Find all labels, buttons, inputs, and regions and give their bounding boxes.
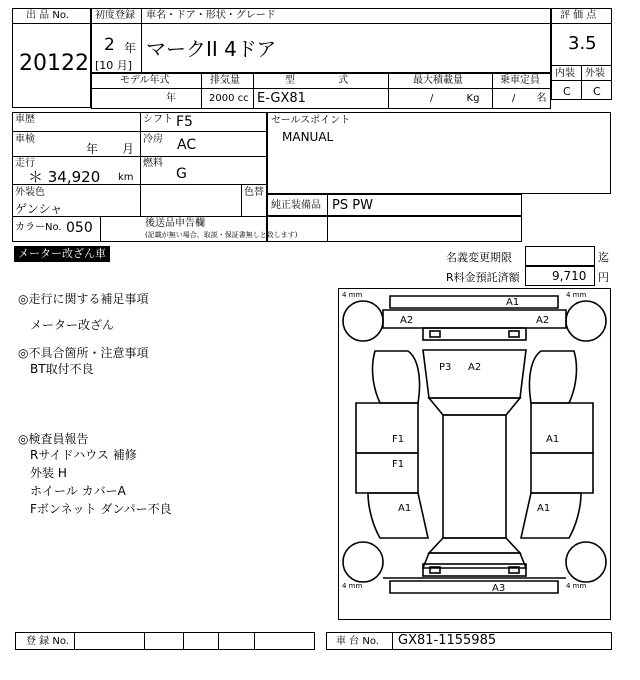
year-unit: 年 xyxy=(124,41,137,55)
inspector-line-1: Rサイドハウス 補修 xyxy=(30,448,137,462)
left-rear-quarter xyxy=(368,493,428,538)
first-reg-label: 初度登録 xyxy=(95,10,135,21)
defects-text: BT取付不良 xyxy=(30,362,94,376)
color-change-label: 色替 xyxy=(244,187,264,198)
inspector-title: ◎検査員報告 xyxy=(18,432,89,446)
aftermarket-label: 後送品申告欄 xyxy=(145,218,205,229)
hood xyxy=(423,350,526,398)
left-front-fender xyxy=(373,351,420,403)
right-rear-door xyxy=(531,453,593,493)
mark-front-bumper: A1 xyxy=(506,297,520,308)
color-no-label: カラーNo. xyxy=(15,222,62,233)
score: 3.5 xyxy=(568,33,597,54)
mark-hood-p3: P3 xyxy=(439,362,452,373)
reg-no-label: 登 録 No. xyxy=(26,636,69,647)
running-text: メーター改ざん xyxy=(30,318,115,332)
interior-label: 内装 xyxy=(555,68,575,79)
rear-bumper xyxy=(390,581,558,593)
mileage-label: 走行 xyxy=(15,158,35,169)
chassis-label: 車 台 No. xyxy=(336,636,379,647)
mileage: ＊ 34,920 xyxy=(28,168,101,186)
ac: AC xyxy=(177,137,197,153)
car-name: マークII 4ドア xyxy=(146,37,277,61)
rear-window xyxy=(429,538,520,553)
fuel-label: 燃料 xyxy=(143,158,163,169)
name-change-field xyxy=(525,246,595,266)
wheel-rear-right xyxy=(566,542,606,582)
mark-left-rear-door: F1 xyxy=(392,459,405,470)
sales-point-label: セールスポイント xyxy=(271,115,351,126)
odometer-tampered-badge: メーター改ざん車 xyxy=(14,246,110,262)
mark-right-front-door: A1 xyxy=(546,434,560,445)
inspection-month-unit: 月 xyxy=(122,142,135,156)
type: E-GX81 xyxy=(257,91,306,106)
roof xyxy=(443,415,506,538)
shift-label: シフト xyxy=(143,114,173,125)
displacement: 2000 cc xyxy=(209,93,249,104)
right-front-fender xyxy=(529,351,576,403)
inspection-label: 車検 xyxy=(15,134,35,145)
wheel-rear-left xyxy=(343,542,383,582)
left-rear-door xyxy=(356,453,418,493)
capacity-label: 乗車定員 xyxy=(500,75,540,86)
windshield xyxy=(429,398,520,415)
mark-hood-a2: A2 xyxy=(468,362,482,373)
trunk xyxy=(423,553,526,568)
max-load-label: 最大積載量 xyxy=(413,75,463,86)
mark-rear-bumper: A3 xyxy=(492,583,506,594)
front-bumper xyxy=(390,296,558,308)
tire-rear-right: 4 mm xyxy=(566,582,587,590)
car-name-label: 車名・ドア・形状・グレード xyxy=(146,10,276,21)
score-label: 評 価 点 xyxy=(560,10,597,21)
displacement-label: 排気量 xyxy=(210,75,240,86)
interior-grade: C xyxy=(563,85,571,98)
recycle-unit: 円 xyxy=(598,271,609,284)
inspector-line-2: 外装 H xyxy=(30,466,67,480)
capacity-unit: / 名 xyxy=(512,93,547,104)
color: ゲンシャ xyxy=(15,202,63,216)
mark-front-right: A2 xyxy=(536,315,550,326)
left-front-door xyxy=(356,403,418,453)
recycle-value: 9,710 xyxy=(552,269,587,283)
color-no: 050 xyxy=(66,220,93,236)
lot-no-label: 出 品 No. xyxy=(26,10,69,21)
chassis-no: GX81-1155985 xyxy=(398,633,497,648)
wheel-front-left xyxy=(343,301,383,341)
car-diagram xyxy=(338,288,611,620)
aftermarket-box xyxy=(267,216,522,242)
inspector-line-3: ホイール カバーA xyxy=(30,484,126,498)
right-front-door xyxy=(531,403,593,453)
exterior-grade: C xyxy=(593,85,601,98)
shift: F5 xyxy=(176,114,193,130)
max-load-unit: / Kg xyxy=(430,93,480,104)
equipment: PS PW xyxy=(332,198,373,213)
tire-front-right: 4 mm xyxy=(566,291,587,299)
exterior-label: 外装 xyxy=(585,68,605,79)
mileage-unit: km xyxy=(118,172,134,183)
equipment-label: 純正装備品 xyxy=(271,200,321,211)
tire-rear-left: 4 mm xyxy=(342,582,363,590)
mark-left-rear: A1 xyxy=(398,503,412,514)
inspector-line-4: Fボンネット ダンパー不良 xyxy=(30,502,172,516)
model-year-unit: 年 xyxy=(166,93,176,104)
running-title: ◎走行に関する補足事項 xyxy=(18,292,149,306)
color-label: 外装色 xyxy=(15,187,45,198)
wheel-front-right xyxy=(566,301,606,341)
history-label: 車歴 xyxy=(15,114,35,125)
mark-front-left: A2 xyxy=(400,315,414,326)
defects-title: ◎不具合箇所・注意事項 xyxy=(18,346,149,360)
recycle-label: R料金預託済額 xyxy=(446,271,520,284)
first-reg-year: 2 xyxy=(104,35,115,55)
type-label: 型 式 xyxy=(285,75,349,86)
mark-left-front-door: F1 xyxy=(392,434,405,445)
first-reg-month: [10 月] xyxy=(95,59,133,72)
lot-no: 20122 xyxy=(19,51,89,76)
model-year-label: モデル年式 xyxy=(120,75,170,86)
aftermarket-note: (記載が無い場合、取説・保証書無しと致します) xyxy=(145,231,298,239)
right-rear-quarter xyxy=(521,493,581,538)
name-change-label: 名義変更期限 xyxy=(446,251,512,264)
name-change-suffix: 迄 xyxy=(598,251,609,264)
mark-right-rear: A1 xyxy=(537,503,551,514)
sales-point: MANUAL xyxy=(282,130,334,144)
ac-label: 冷房 xyxy=(143,134,163,145)
inspection-year-unit: 年 xyxy=(86,142,99,156)
tire-front-left: 4 mm xyxy=(342,291,363,299)
fuel: G xyxy=(176,166,187,182)
